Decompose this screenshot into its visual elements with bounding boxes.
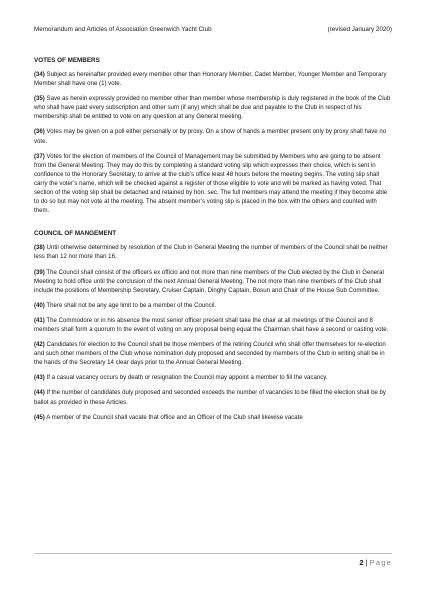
paragraph-number: (36) — [34, 128, 45, 136]
paragraph-text: Until otherwise determined by resolution of the Club in General Meeting the number of members of the Council shall be neither less than 12 nor more than 16. — [34, 244, 388, 261]
paragraph-39 — [34, 268, 392, 295]
paragraph-text: The Council shall consist of the officers ex officio and not more than nine members of the Club elected by the Club in General Meeting to hold office until the conclusion of the next Annual General Meeting. The not more than nine members of the Club shall include the positions of Membership Secretary, Cruiser Captain, Dinghy Captain, Bosun and Chair of the House Sub Committee. — [34, 268, 384, 294]
page-footer — [34, 553, 392, 567]
paragraph-38 — [34, 243, 392, 261]
paragraph-text: There shall not be any age limit to be a member of the Council. — [44, 301, 217, 309]
section-heading: COUNCIL OF MANGEMENT — [34, 230, 117, 238]
paragraph-text: Votes may be given on a poll either personally or by proxy. On a show of hands a member present only by proxy shall have no vote. — [34, 128, 387, 145]
paragraph-43 — [34, 373, 392, 382]
header-revision: (revised January 2020) — [327, 26, 392, 33]
paragraph-text: If a casual vacancy occurs by death or resignation the Council may appoint a member to fill the vacancy. — [44, 374, 328, 382]
paragraph-35 — [34, 94, 392, 121]
paragraph-text: A member of the Council shall vacate that office and an Officer of the Club shall likewise vacate — [44, 413, 303, 421]
paragraph-45 — [34, 413, 392, 422]
section-council-of-management — [34, 230, 392, 421]
paragraph-text: Subject as hereinafter provided every member other than Honorary Member, Cadet Member, Younger Member and Temporary Member shall have one (1) vote. — [34, 71, 387, 88]
section-heading: VOTES OF MEMBERS — [34, 57, 100, 64]
document-page — [34, 26, 392, 428]
page-label: Page — [369, 558, 392, 567]
section-votes-of-members — [34, 57, 392, 215]
paragraph-number: (40) — [34, 301, 45, 309]
paragraph-34 — [34, 70, 392, 88]
paragraph-number: (39) — [34, 268, 45, 276]
header-title: Memorandum and Articles of Association Greenwich Yacht Club — [34, 26, 212, 33]
paragraph-text: The Commodore or in his absence the most senior officer present shall take the chair at all meetings of the Council and 8 members shall form a quorum In the event of voting on any proposal being equal the Chairman shall have a second or casting vote. — [34, 316, 389, 333]
section-spacer — [34, 221, 392, 230]
paragraph-number: (38) — [34, 244, 45, 252]
paragraph-number: (44) — [34, 389, 45, 397]
paragraph-text: Votes for the election of members of the Council of Management may be submitted by Members who are going to be absent from the General Meeting. They may do this by completing a standard voting slip which expresses their choice, which is sent in confidence to the Honorary Secretary, to arrive at the club’s office least 48 hours before the meeting begins. The voting slip shall carry the voter’s name, which will be checked against a register of those eligible to vote and will be marked as having voted. That section of the voting slip shall be detached and retained by hon. sec. The full members may attend the meeting if they become able to do so but may not vote at the meeting. The absent member’s voting slip is placed in the box with the others and counted with them. — [34, 152, 388, 215]
paragraph-number: (35) — [34, 95, 45, 103]
paragraph-text: Candidates for election to the Council shall be those members of the retiring Council who shall offer themselves for re-election and such other members of the Club whose nomination duly proposed and seconded by members of the Club in writing shall be in the hands of the Secretary 14 clear days prior to the Annual General Meeting. — [34, 341, 386, 367]
paragraph-37 — [34, 152, 392, 216]
paragraph-text: If the number of candidates duly proposed and seconded exceeds the number of vacancies to be filled the election shall be by ballot as provided in these Articles. — [34, 389, 386, 406]
paragraph-number: (43) — [34, 374, 45, 382]
paragraph-42 — [34, 340, 392, 367]
page-header — [34, 26, 392, 34]
paragraph-44 — [34, 388, 392, 406]
paragraph-number: (34) — [34, 71, 45, 78]
paragraph-41 — [34, 316, 392, 334]
paragraph-text: Save as herein expressly provided no member other than member whose membership is duly registered in the book of the Club who shall have paid every subscription and other sum (if any) which shall be due and payable to the Club in respect of his membership shall be entitled to vote on any question at any General meeting. — [34, 95, 391, 121]
paragraph-number: (42) — [34, 341, 45, 349]
page-number: 2 — [359, 558, 364, 567]
paragraph-number: (41) — [34, 316, 45, 324]
paragraph-40 — [34, 301, 392, 310]
page-separator: | — [363, 558, 370, 567]
paragraph-36 — [34, 127, 392, 145]
paragraph-number: (45) — [34, 413, 45, 421]
paragraph-number: (37) — [34, 152, 45, 160]
